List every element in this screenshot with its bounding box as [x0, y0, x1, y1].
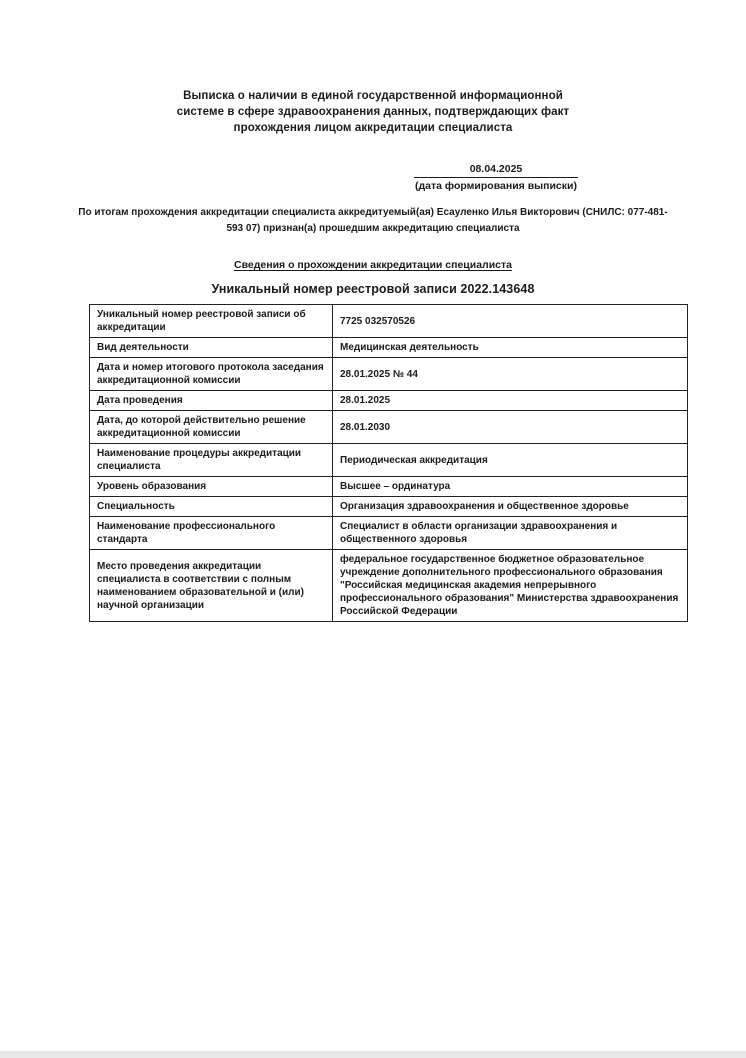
table-row	[90, 517, 688, 550]
row-value: Высшее – ординатура	[333, 477, 688, 497]
row-label: Дата проведения	[90, 391, 333, 411]
accreditation-table	[89, 304, 688, 622]
accreditation-result-line-1: По итогам прохождения аккредитации специалиста аккредитуемый(ая) Есауленко Илья Викторович (СНИЛС: 077-481-	[78, 207, 668, 218]
row-label: Дата и номер итогового протокола заседания аккредитационной комиссии	[90, 358, 333, 391]
row-value: 7725 032570526	[333, 305, 688, 338]
accreditation-result-line-2: 593 07) признан(а) прошедшим аккредитацию специалиста	[226, 223, 520, 234]
section-heading: Сведения о прохождении аккредитации специалиста	[234, 259, 512, 271]
row-value: 28.01.2025 № 44	[333, 358, 688, 391]
row-label: Вид деятельности	[90, 338, 333, 358]
row-value: Организация здравоохранения и общественное здоровье	[333, 497, 688, 517]
table-row	[90, 358, 688, 391]
table-row	[90, 391, 688, 411]
table-row	[90, 550, 688, 622]
registry-number-heading: Уникальный номер реестровой записи 2022.143648	[211, 282, 535, 296]
table-row	[90, 338, 688, 358]
row-label: Дата, до которой действительно решение аккредитационной комиссии	[90, 411, 333, 444]
row-value: Медицинская деятельность	[333, 338, 688, 358]
document-title-line-3: прохождения лицом аккредитации специалиста	[233, 122, 513, 134]
row-label: Место проведения аккредитации специалиста в соответствии с полным наименованием образовательной и (или) научной организации	[90, 550, 333, 622]
table-row	[90, 477, 688, 497]
table-row	[90, 444, 688, 477]
extract-date-caption: (дата формирования выписки)	[415, 180, 577, 192]
accreditation-result-paragraph	[0, 205, 746, 237]
table-row	[90, 305, 688, 338]
row-label: Наименование профессионального стандарта	[90, 517, 333, 550]
row-label: Специальность	[90, 497, 333, 517]
row-value: Специалист в области организации здравоохранения и общественного здоровья	[333, 517, 688, 550]
bottom-edge-bar	[0, 1051, 746, 1058]
document-title	[0, 0, 746, 136]
document-title-line-1: Выписка о наличии в единой государственной информационной	[183, 90, 563, 102]
extract-date-block	[414, 163, 578, 192]
row-value: федеральное государственное бюджетное образовательное учреждение дополнительного профессионального образования "Российская медицинская академия непрерывного профессионального образования" Министерства здравоохранения Российской Федерации	[333, 550, 688, 622]
extract-date: 08.04.2025	[414, 163, 578, 178]
table-row	[90, 497, 688, 517]
row-value: 28.01.2030	[333, 411, 688, 444]
row-label: Уникальный номер реестровой записи об аккредитации	[90, 305, 333, 338]
row-label: Уровень образования	[90, 477, 333, 497]
row-value: Периодическая аккредитация	[333, 444, 688, 477]
row-value: 28.01.2025	[333, 391, 688, 411]
row-label: Наименование процедуры аккредитации специалиста	[90, 444, 333, 477]
table-row	[90, 411, 688, 444]
document-title-line-2: системе в сфере здравоохранения данных, подтверждающих факт	[176, 106, 570, 118]
